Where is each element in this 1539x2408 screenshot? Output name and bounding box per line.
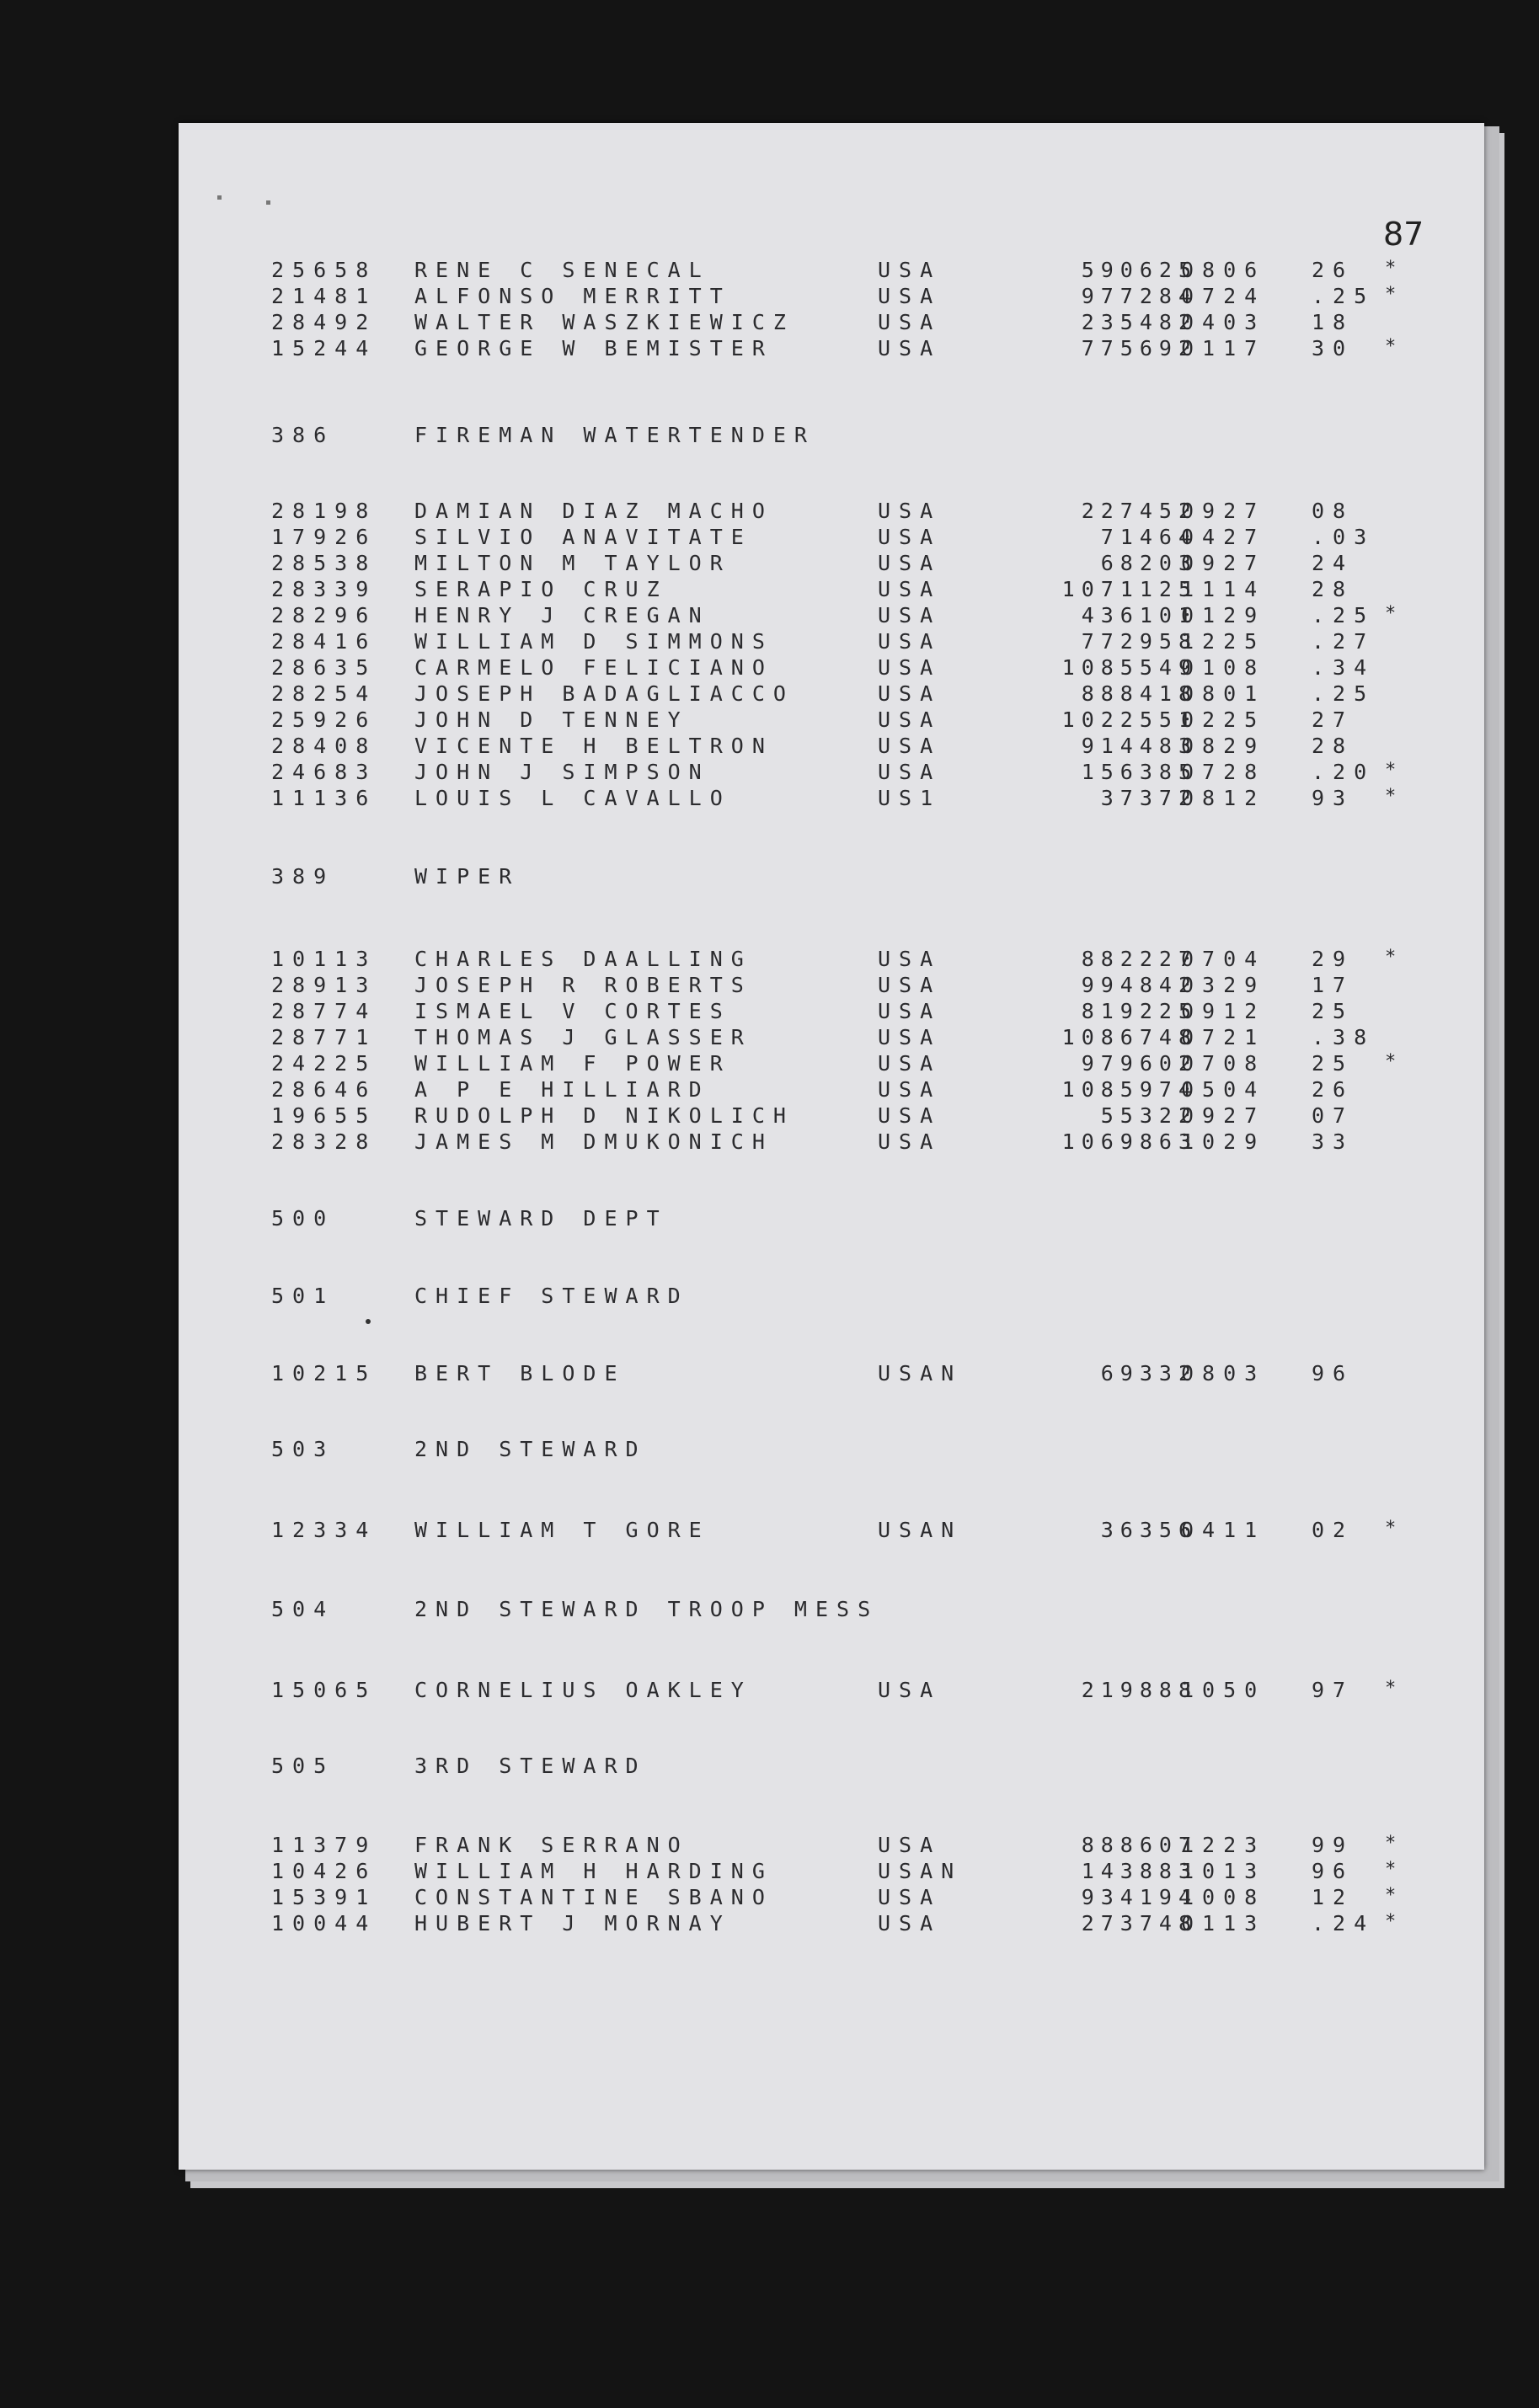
crew-pay: 96 xyxy=(1312,1859,1355,1883)
crew-name: HUBERT J MORNAY xyxy=(414,1911,731,1935)
crew-cert: 71464 xyxy=(1100,525,1198,549)
crew-mark: * xyxy=(1385,786,1405,807)
crew-pay: 12 xyxy=(1312,1885,1355,1909)
crew-name: RENE C SENECAL xyxy=(414,258,710,282)
crew-cert: 1069863 xyxy=(1061,1129,1198,1154)
crew-name: WALTER WASZKIEWICZ xyxy=(414,310,794,334)
crew-pay: 17 xyxy=(1312,973,1355,997)
page-number: 87 xyxy=(1383,216,1424,253)
crew-num: 21481 xyxy=(271,284,377,308)
crew-num: 28913 xyxy=(271,973,377,997)
crew-date: 0829 xyxy=(1181,734,1266,758)
crew-date: 0927 xyxy=(1181,1103,1266,1128)
crew-nat: USAN xyxy=(878,1518,963,1542)
crew-name: ALFONSO MERRITT xyxy=(414,284,731,308)
crew-nat: USA xyxy=(878,1051,942,1076)
crew-date: 0728 xyxy=(1181,760,1266,784)
crew-nat: USA xyxy=(878,947,942,971)
paper-speck xyxy=(266,200,270,205)
crew-date: 0129 xyxy=(1181,603,1266,627)
crew-pay: 28 xyxy=(1312,577,1355,601)
crew-num: 25658 xyxy=(271,258,377,282)
crew-pay: .34 xyxy=(1312,655,1376,680)
crew-name: CONSTANTINE SBANO xyxy=(414,1885,773,1909)
crew-name: WILLIAM F POWER xyxy=(414,1051,731,1076)
crew-num: 28408 xyxy=(271,734,377,758)
crew-nat: USA xyxy=(878,760,942,784)
crew-cert: 590625 xyxy=(1081,258,1198,282)
crew-nat: USA xyxy=(878,1103,942,1128)
section-code: 389 xyxy=(271,864,335,889)
crew-num: 15244 xyxy=(271,336,377,360)
crew-nat: USA xyxy=(878,629,942,654)
crew-name: JAMES M DMUKONICH xyxy=(414,1129,773,1154)
crew-cert: 273748 xyxy=(1081,1911,1198,1935)
crew-nat: USA xyxy=(878,1129,942,1154)
crew-nat: USA xyxy=(878,525,942,549)
crew-date: 0803 xyxy=(1181,1361,1266,1386)
crew-date: 0812 xyxy=(1181,786,1266,810)
section-title: WIPER xyxy=(414,864,521,889)
crew-pay: 28 xyxy=(1312,734,1355,758)
crew-cert: 882227 xyxy=(1081,947,1198,971)
crew-pay: .25 xyxy=(1312,603,1376,627)
crew-cert: 819225 xyxy=(1081,999,1198,1023)
crew-pay: 30 xyxy=(1312,336,1355,360)
crew-mark: * xyxy=(1385,1678,1405,1699)
crew-cert: 227452 xyxy=(1081,499,1198,523)
crew-num: 10215 xyxy=(271,1361,377,1386)
crew-nat: USA xyxy=(878,336,942,360)
crew-num: 28646 xyxy=(271,1077,377,1102)
crew-nat: USA xyxy=(878,258,942,282)
crew-num: 15065 xyxy=(271,1678,377,1702)
crew-name: CHARLES DAALLING xyxy=(414,947,752,971)
crew-mark: * xyxy=(1385,1051,1405,1072)
crew-date: 0225 xyxy=(1181,707,1266,732)
crew-mark: * xyxy=(1385,760,1405,781)
crew-mark: * xyxy=(1385,1518,1405,1539)
crew-num: 11379 xyxy=(271,1833,377,1857)
section-code: 501 xyxy=(271,1284,335,1308)
crew-num: 28774 xyxy=(271,999,377,1023)
crew-num: 10426 xyxy=(271,1859,377,1883)
crew-cert: 68203 xyxy=(1100,551,1198,575)
crew-name: A P E HILLIARD xyxy=(414,1077,710,1102)
crew-cert: 36356 xyxy=(1100,1518,1198,1542)
crew-nat: USA xyxy=(878,310,942,334)
crew-cert: 37372 xyxy=(1100,786,1198,810)
crew-date: 0721 xyxy=(1181,1025,1266,1049)
section-code: 500 xyxy=(271,1206,335,1231)
crew-date: 0113 xyxy=(1181,1911,1266,1935)
section-code: 504 xyxy=(271,1597,335,1621)
crew-date: 0801 xyxy=(1181,681,1266,706)
section-title: FIREMAN WATERTENDER xyxy=(414,423,815,447)
crew-num: 10113 xyxy=(271,947,377,971)
crew-pay: 25 xyxy=(1312,999,1355,1023)
crew-pay: 02 xyxy=(1312,1518,1355,1542)
crew-cert: 994842 xyxy=(1081,973,1198,997)
crew-cert: 1085974 xyxy=(1061,1077,1198,1102)
section-title: CHIEF STEWARD xyxy=(414,1284,689,1308)
crew-nat: USAN xyxy=(878,1361,963,1386)
crew-nat: USA xyxy=(878,1025,942,1049)
crew-nat: USA xyxy=(878,1678,942,1702)
crew-date: 1223 xyxy=(1181,1833,1266,1857)
crew-cert: 1022551 xyxy=(1061,707,1198,732)
crew-num: 28416 xyxy=(271,629,377,654)
crew-num: 28328 xyxy=(271,1129,377,1154)
crew-num: 24225 xyxy=(271,1051,377,1076)
crew-name: WILLIAM H HARDING xyxy=(414,1859,773,1883)
crew-mark: * xyxy=(1385,947,1405,968)
crew-name: ISMAEL V CORTES xyxy=(414,999,731,1023)
crew-num: 25926 xyxy=(271,707,377,732)
crew-num: 28198 xyxy=(271,499,377,523)
crew-name: LOUIS L CAVALLO xyxy=(414,786,731,810)
crew-name: DAMIAN DIAZ MACHO xyxy=(414,499,773,523)
crew-pay: .24 xyxy=(1312,1911,1376,1935)
crew-pay: 27 xyxy=(1312,707,1355,732)
crew-date: 0427 xyxy=(1181,525,1266,549)
crew-pay: 18 xyxy=(1312,310,1355,334)
crew-cert: 219888 xyxy=(1081,1678,1198,1702)
crew-cert: 772958 xyxy=(1081,629,1198,654)
crew-cert: 69332 xyxy=(1100,1361,1198,1386)
crew-num: 28492 xyxy=(271,310,377,334)
crew-pay: 96 xyxy=(1312,1361,1355,1386)
crew-date: 0329 xyxy=(1181,973,1266,997)
crew-date: 1013 xyxy=(1181,1859,1266,1883)
crew-pay: 29 xyxy=(1312,947,1355,971)
crew-cert: 1086748 xyxy=(1061,1025,1198,1049)
crew-pay: .03 xyxy=(1312,525,1376,549)
crew-date: 0411 xyxy=(1181,1518,1266,1542)
crew-name: WILLIAM D SIMMONS xyxy=(414,629,773,654)
crew-nat: USA xyxy=(878,284,942,308)
crew-nat: USA xyxy=(878,1077,942,1102)
crew-name: GEORGE W BEMISTER xyxy=(414,336,773,360)
section-code: 386 xyxy=(271,423,335,447)
crew-cert: 979602 xyxy=(1081,1051,1198,1076)
crew-pay: 97 xyxy=(1312,1678,1355,1702)
crew-nat: USA xyxy=(878,1833,942,1857)
crew-cert: 235482 xyxy=(1081,310,1198,334)
crew-pay: 99 xyxy=(1312,1833,1355,1857)
paper-speck xyxy=(366,1319,371,1324)
crew-date: 1050 xyxy=(1181,1678,1266,1702)
crew-mark: * xyxy=(1385,1833,1405,1854)
crew-date: 0108 xyxy=(1181,655,1266,680)
crew-cert: 934194 xyxy=(1081,1885,1198,1909)
crew-name: THOMAS J GLASSER xyxy=(414,1025,752,1049)
crew-nat: USA xyxy=(878,734,942,758)
crew-nat: USA xyxy=(878,999,942,1023)
crew-pay: 33 xyxy=(1312,1129,1355,1154)
crew-num: 11136 xyxy=(271,786,377,810)
crew-pay: 24 xyxy=(1312,551,1355,575)
crew-cert: 55322 xyxy=(1100,1103,1198,1128)
crew-num: 12334 xyxy=(271,1518,377,1542)
crew-nat: USA xyxy=(878,499,942,523)
crew-date: 0403 xyxy=(1181,310,1266,334)
crew-mark: * xyxy=(1385,1885,1405,1906)
crew-num: 24683 xyxy=(271,760,377,784)
crew-cert: 914483 xyxy=(1081,734,1198,758)
section-title: 3RD STEWARD xyxy=(414,1754,647,1778)
crew-mark: * xyxy=(1385,603,1405,624)
crew-num: 28296 xyxy=(271,603,377,627)
crew-pay: 25 xyxy=(1312,1051,1355,1076)
crew-num: 28771 xyxy=(271,1025,377,1049)
crew-mark: * xyxy=(1385,336,1405,357)
section-title: 2ND STEWARD TROOP MESS xyxy=(414,1597,879,1621)
crew-pay: .25 xyxy=(1312,681,1376,706)
crew-cert: 156385 xyxy=(1081,760,1198,784)
crew-pay: 26 xyxy=(1312,1077,1355,1102)
crew-cert: 436101 xyxy=(1081,603,1198,627)
crew-num: 10044 xyxy=(271,1911,377,1935)
crew-date: 1225 xyxy=(1181,629,1266,654)
crew-date: 0708 xyxy=(1181,1051,1266,1076)
crew-name: JOHN D TENNEY xyxy=(414,707,689,732)
crew-date: 0912 xyxy=(1181,999,1266,1023)
crew-num: 17926 xyxy=(271,525,377,549)
crew-date: 0806 xyxy=(1181,258,1266,282)
crew-cert: 1071125 xyxy=(1061,577,1198,601)
crew-num: 19655 xyxy=(271,1103,377,1128)
crew-num: 28339 xyxy=(271,577,377,601)
crew-date: 0504 xyxy=(1181,1077,1266,1102)
crew-name: RUDOLPH D NIKOLICH xyxy=(414,1103,794,1128)
crew-nat: USA xyxy=(878,577,942,601)
crew-nat: USA xyxy=(878,707,942,732)
crew-date: 0117 xyxy=(1181,336,1266,360)
crew-pay: .27 xyxy=(1312,629,1376,654)
crew-nat: USA xyxy=(878,681,942,706)
crew-pay: 93 xyxy=(1312,786,1355,810)
crew-pay: .20 xyxy=(1312,760,1376,784)
crew-date: 1008 xyxy=(1181,1885,1266,1909)
crew-nat: USA xyxy=(878,973,942,997)
paper-speck xyxy=(217,195,222,200)
crew-name: JOHN J SIMPSON xyxy=(414,760,710,784)
crew-nat: USA xyxy=(878,551,942,575)
section-title: 2ND STEWARD xyxy=(414,1437,647,1461)
crew-name: MILTON M TAYLOR xyxy=(414,551,731,575)
crew-name: CORNELIUS OAKLEY xyxy=(414,1678,752,1702)
crew-date: 1029 xyxy=(1181,1129,1266,1154)
crew-nat: USA xyxy=(878,1885,942,1909)
crew-nat: USAN xyxy=(878,1859,963,1883)
crew-name: CARMELO FELICIANO xyxy=(414,655,773,680)
crew-pay: 26 xyxy=(1312,258,1355,282)
crew-date: 1114 xyxy=(1181,577,1266,601)
crew-name: SERAPIO CRUZ xyxy=(414,577,668,601)
crew-name: HENRY J CREGAN xyxy=(414,603,710,627)
crew-name: FRANK SERRANO xyxy=(414,1833,689,1857)
crew-name: SILVIO ANAVITATE xyxy=(414,525,752,549)
crew-cert: 888418 xyxy=(1081,681,1198,706)
crew-nat: US1 xyxy=(878,786,942,810)
crew-num: 15391 xyxy=(271,1885,377,1909)
section-title: STEWARD DEPT xyxy=(414,1206,668,1231)
document-page xyxy=(179,123,1484,2170)
crew-name: JOSEPH R ROBERTS xyxy=(414,973,752,997)
crew-cert: 143883 xyxy=(1081,1859,1198,1883)
crew-name: JOSEPH BADAGLIACCO xyxy=(414,681,794,706)
crew-num: 28254 xyxy=(271,681,377,706)
crew-pay: 07 xyxy=(1312,1103,1355,1128)
crew-name: VICENTE H BELTRON xyxy=(414,734,773,758)
crew-cert: 775692 xyxy=(1081,336,1198,360)
crew-name: BERT BLODE xyxy=(414,1361,626,1386)
crew-nat: USA xyxy=(878,655,942,680)
crew-date: 0724 xyxy=(1181,284,1266,308)
crew-date: 0927 xyxy=(1181,499,1266,523)
crew-nat: USA xyxy=(878,603,942,627)
crew-name: WILLIAM T GORE xyxy=(414,1518,710,1542)
crew-cert: 977284 xyxy=(1081,284,1198,308)
crew-nat: USA xyxy=(878,1911,942,1935)
crew-date: 0704 xyxy=(1181,947,1266,971)
crew-pay: .25 xyxy=(1312,284,1376,308)
crew-mark: * xyxy=(1385,1859,1405,1880)
crew-mark: * xyxy=(1385,1911,1405,1932)
crew-num: 28538 xyxy=(271,551,377,575)
section-code: 505 xyxy=(271,1754,335,1778)
crew-cert: 1085549 xyxy=(1061,655,1198,680)
crew-mark: * xyxy=(1385,284,1405,305)
crew-pay: 08 xyxy=(1312,499,1355,523)
crew-date: 0927 xyxy=(1181,551,1266,575)
crew-mark: * xyxy=(1385,258,1405,279)
crew-num: 28635 xyxy=(271,655,377,680)
crew-pay: .38 xyxy=(1312,1025,1376,1049)
crew-cert: 888607 xyxy=(1081,1833,1198,1857)
section-code: 503 xyxy=(271,1437,335,1461)
